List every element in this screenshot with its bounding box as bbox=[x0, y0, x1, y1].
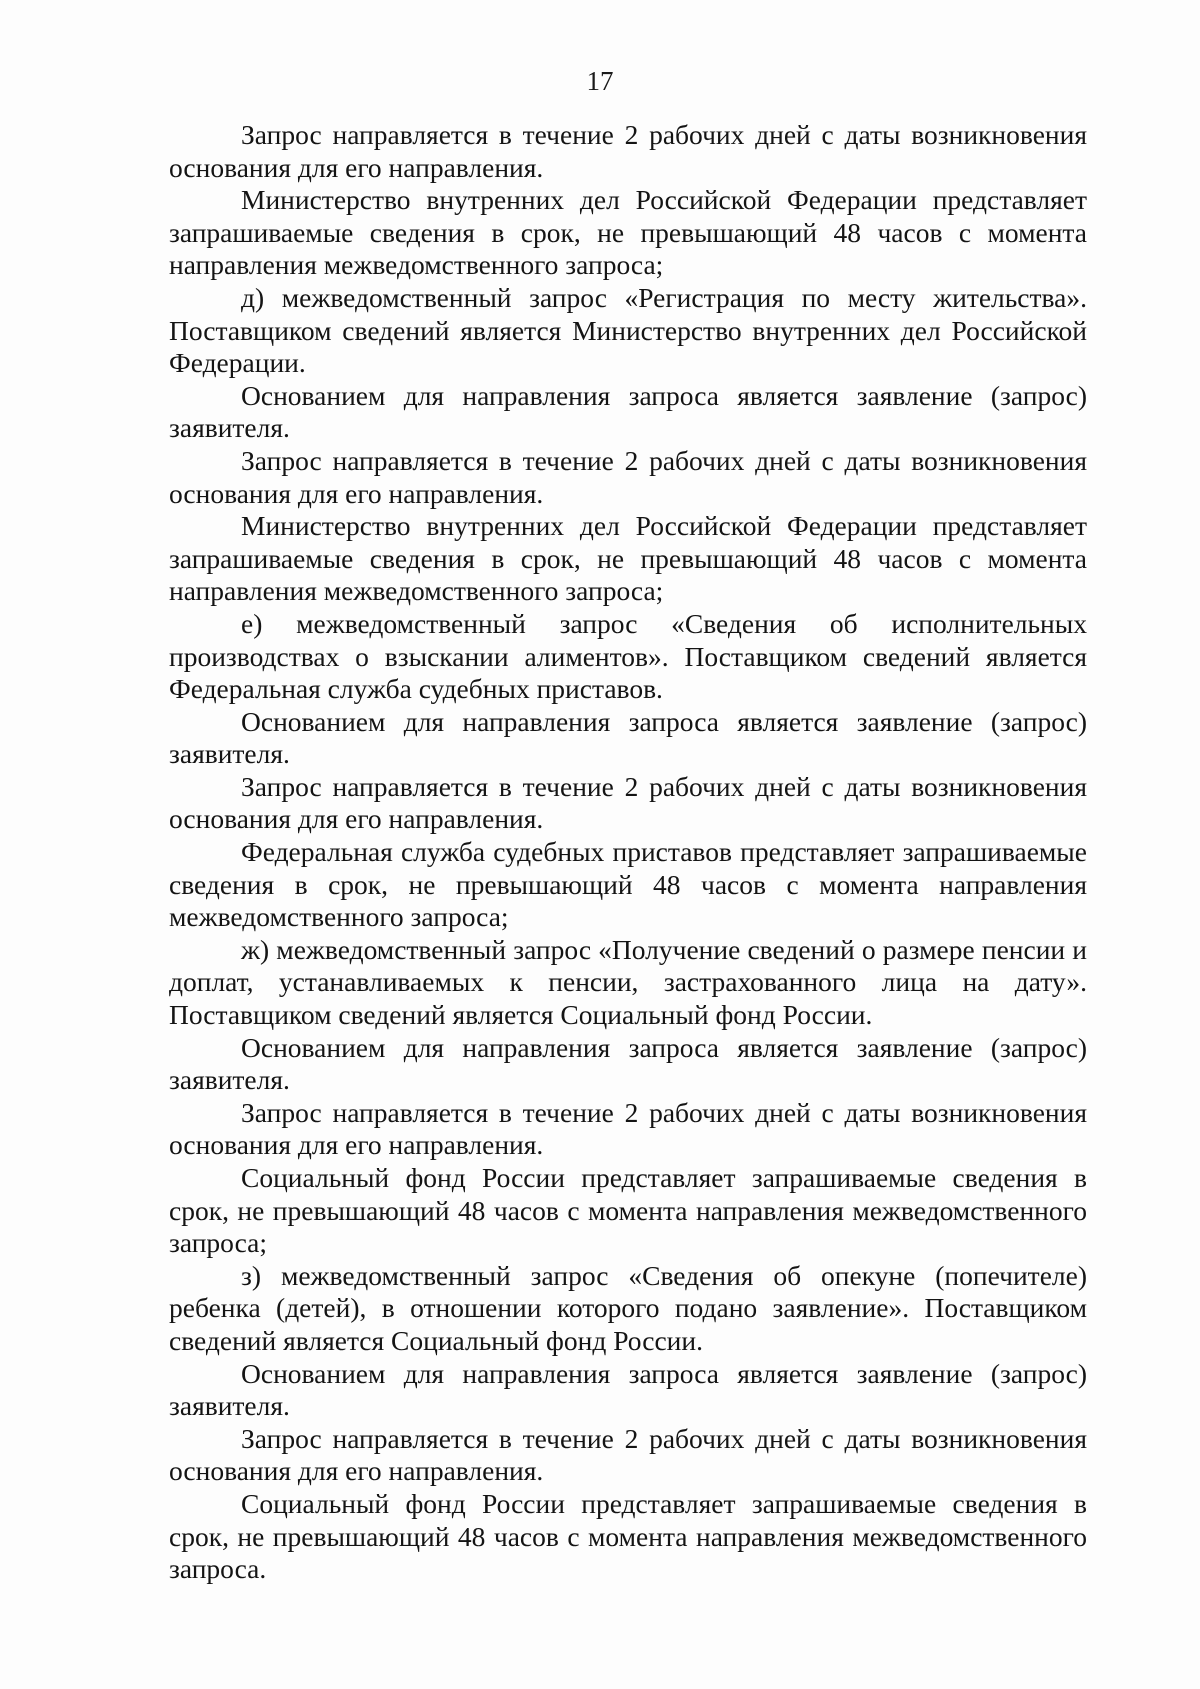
paragraph: Запрос направляется в течение 2 рабочих дней с даты возникновения основания для его направления. bbox=[169, 1422, 1087, 1487]
paragraph: Запрос направляется в течение 2 рабочих дней с даты возникновения основания для его направления. bbox=[169, 444, 1087, 509]
paragraph: Основанием для направления запроса является заявление (запрос) заявителя. bbox=[169, 1031, 1087, 1096]
document-body bbox=[169, 119, 1087, 1586]
paragraph-item-e: е) межведомственный запрос «Сведения об исполнительных производствах о взыскании алиментов». Поставщиком сведений является Федеральная служба судебных приставов. bbox=[169, 607, 1087, 705]
paragraph: Запрос направляется в течение 2 рабочих дней с даты возникновения основания для его направления. bbox=[169, 119, 1087, 183]
paragraph-item-zh: ж) межведомственный запрос «Получение сведений о размере пенсии и доплат, устанавливаемых к пенсии, застрахованного лица на дату». Поставщиком сведений является Социальный фонд России. bbox=[169, 933, 1087, 1031]
paragraph: Министерство внутренних дел Российской Федерации представляет запрашиваемые сведения в срок, не превышающий 48 часов с момента направления межведомственного запроса; bbox=[169, 184, 1087, 281]
paragraph: Запрос направляется в течение 2 рабочих дней с даты возникновения основания для его направления. bbox=[169, 770, 1087, 835]
paragraph: Запрос направляется в течение 2 рабочих дней с даты возникновения основания для его направления. bbox=[169, 1096, 1087, 1161]
paragraph-item-d: д) межведомственный запрос «Регистрация по месту жительства». Поставщиком сведений является Министерство внутренних дел Российской Федерации. bbox=[169, 281, 1087, 379]
paragraph: Министерство внутренних дел Российской Федерации представляет запрашиваемые сведения в срок, не превышающий 48 часов с момента направления межведомственного запроса; bbox=[169, 510, 1087, 607]
paragraph: Федеральная служба судебных приставов представляет запрашиваемые сведения в срок, не превышающий 48 часов с момента направления межведомственного запроса; bbox=[169, 836, 1087, 933]
page-number: 17 bbox=[586, 66, 614, 96]
paragraph: Основанием для направления запроса является заявление (запрос) заявителя. bbox=[169, 705, 1087, 770]
paragraph-item-z: з) межведомственный запрос «Сведения об опекуне (попечителе) ребенка (детей), в отношении которого подано заявление». Поставщиком сведений является Социальный фонд России. bbox=[169, 1259, 1087, 1356]
paragraph: Социальный фонд России представляет запрашиваемые сведения в срок, не превышающий 48 часов с момента направления межведомственного запроса; bbox=[169, 1162, 1087, 1259]
paragraph: Социальный фонд России представляет запрашиваемые сведения в срок, не превышающий 48 часов с момента направления межведомственного запроса. bbox=[169, 1487, 1087, 1585]
paragraph: Основанием для направления запроса является заявление (запрос) заявителя. bbox=[169, 1357, 1087, 1422]
paragraph: Основанием для направления запроса является заявление (запрос) заявителя. bbox=[169, 379, 1087, 444]
